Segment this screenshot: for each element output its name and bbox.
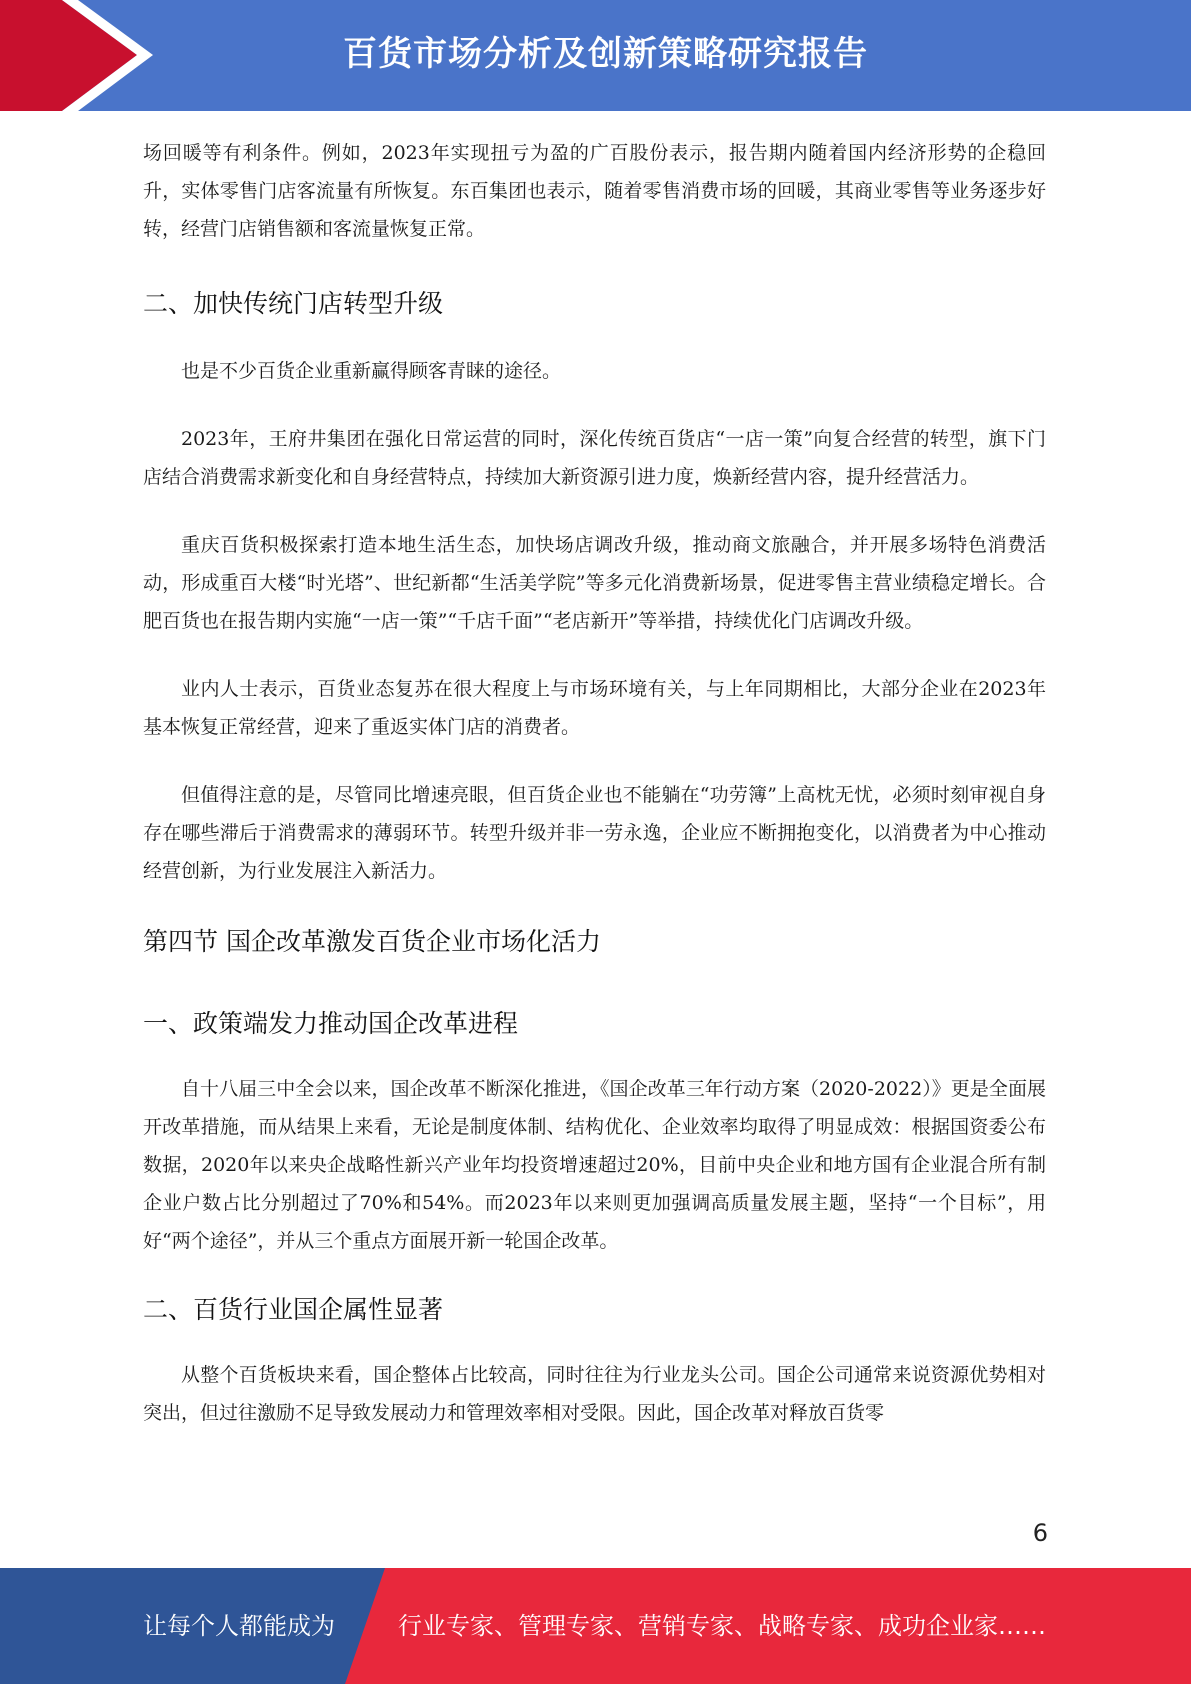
paragraph: 从整个百货板块来看，国企整体占比较高，同时往往为行业龙头公司。国企公司通常来说资源优势相对突出，但过往激励不足导致发展动力和管理效率相对受限。因此，国企改革对释放百货零 (143, 1364, 1046, 1424)
paragraph: 也是不少百货企业重新赢得顾客青睐的途径。 (181, 360, 562, 382)
page-header (0, 0, 1191, 111)
page-footer (0, 1568, 1191, 1684)
footer-slogan-right: 行业专家、管理专家、营销专家、战略专家、成功企业家…… (398, 1612, 1046, 1640)
footer-slogan-left: 让每个人都能成为 (143, 1612, 335, 1640)
header-title: 百货市场分析及创新策略研究报告 (343, 34, 868, 74)
paragraph: 业内人士表示，百货业态复苏在很大程度上与市场环境有关，与上年同期相比，大部分企业在2023年基本恢复正常经营，迎来了重返实体门店的消费者。 (143, 678, 1046, 738)
page-number: 6 (1032, 1519, 1048, 1547)
page-body (143, 134, 1046, 1432)
section-heading: 二、加快传统门店转型升级 (143, 289, 444, 318)
paragraph: 自十八届三中全会以来，国企改革不断深化推进，《国企改革三年行动方案（2020-2022）》更是全面展开改革措施，而从结果上来看，无论是制度体制、结构优化、企业效率均取得了明显成效：根据国资委公布数据，2020年以来央企战略性新兴产业年均投资增速超过20%，目前中央企业和地方国有企业混合所有制企业户数占比分别超过了70%和54%。而2023年以来则更加强调高质量发展主题，坚持“一个目标”，用好“两个途径”，并从三个重点方面展开新一轮国企改革。 (143, 1078, 1046, 1252)
section-heading: 二、百货行业国企属性显著 (143, 1295, 444, 1324)
section-heading: 一、政策端发力推动国企改革进程 (143, 1009, 519, 1038)
paragraph: 但值得注意的是，尽管同比增速亮眼，但百货企业也不能躺在“功劳簿”上高枕无忧，必须时刻审视自身存在哪些滞后于消费需求的薄弱环节。转型升级并非一劳永逸，企业应不断拥抱变化，以消费者为中心推动经营创新，为行业发展注入新活力。 (143, 784, 1046, 882)
chapter-heading: 第四节 国企改革激发百货企业市场化活力 (143, 927, 601, 956)
paragraph: 场回暖等有利条件。例如，2023年实现扭亏为盈的广百股份表示，报告期内随着国内经济形势的企稳回升，实体零售门店客流量有所恢复。东百集团也表示，随着零售消费市场的回暖，其商业零售等业务逐步好转，经营门店销售额和客流量恢复正常。 (143, 142, 1046, 240)
paragraph: 重庆百货积极探索打造本地生活生态，加快场店调改升级，推动商文旅融合，并开展多场特色消费活动，形成重百大楼“时光塔”、世纪新都“生活美学院”等多元化消费新场景，促进零售主营业绩稳定增长。合肥百货也在报告期内实施“一店一策”“千店千面”“老店新开”等举措，持续优化门店调改升级。 (143, 534, 1046, 632)
paragraph: 2023年，王府井集团在强化日常运营的同时，深化传统百货店“一店一策”向复合经营的转型，旗下门店结合消费需求新变化和自身经营特点，持续加大新资源引进力度，焕新经营内容，提升经营活力。 (143, 428, 1046, 488)
